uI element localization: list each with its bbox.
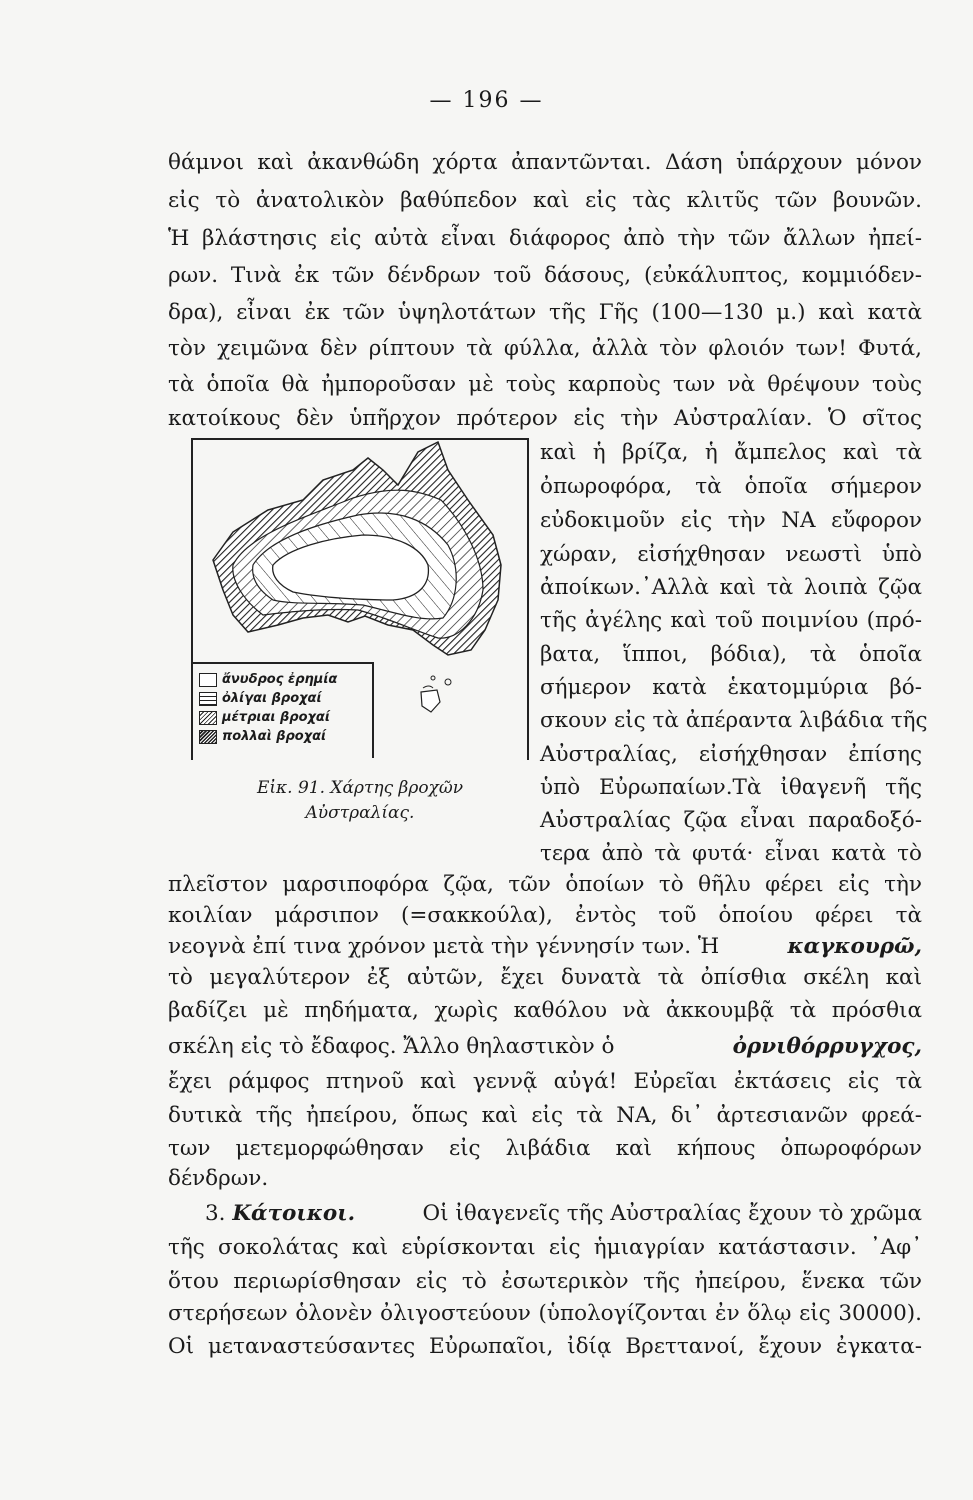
- text-line: Αὐστραλίας ζῷα εἶναι παραδοξό-: [540, 808, 922, 833]
- text-line: εἰς τὸ ἀνατολικὸν βαθύπεδον καὶ εἰς τὰς κλιτῦς τῶν βουνῶν.: [168, 188, 922, 213]
- text-line: δένδρων.: [168, 1166, 269, 1191]
- legend-item: [199, 708, 372, 727]
- text-line: τὰ ὁποῖα θὰ ἠμποροῦσαν μὲ τοὺς καρποὺς των νὰ θρέψουν τοὺς: [168, 372, 922, 397]
- text-line: πλεῖστον μαρσιποφόρα ζῷα, τῶν ὁποίων τὸ θῆλυ φέρει εἰς τὴν: [168, 872, 922, 897]
- legend-swatch-desert: [199, 673, 217, 687]
- text-line: κοιλίαν μάρσιπον (=σακκούλα), ἐντὸς τοῦ ὁποίου φέρει τὰ: [168, 903, 922, 928]
- text-line: χώραν, εἰσήχθησαν νεωστὶ ὑπὸ: [540, 542, 922, 567]
- text-line: τὸν χειμῶνα δὲν ρίπτουν τὰ φύλλα, ἀλλὰ τὸν φλοιόν των! Φυτά,: [168, 336, 922, 361]
- text-span: νεογνὰ ἐπί τινα χρόνον μετὰ τὴν γέννησίν των. Ἡ: [168, 934, 720, 959]
- section-number: 3.: [205, 1201, 226, 1226]
- legend-item: [199, 689, 372, 708]
- text-line: βατα, ἵπποι, βόδια), τὰ ὁποῖα: [540, 642, 922, 667]
- figure-caption: Αὐστραλίας.: [305, 803, 415, 823]
- text-line: τῆς ἀγέλης καὶ τοῦ ποιμνίου (πρό-: [540, 608, 922, 633]
- legend-label: μέτριαι βροχαί: [222, 710, 330, 725]
- text-line: δυτικὰ τῆς ἠπείρου, ὅπως καὶ εἰς τὰ ΝΑ, δι᾿ ἀρτεσιανῶν φρεά-: [168, 1103, 922, 1128]
- map-legend: [191, 662, 374, 758]
- page-number: — 196 —: [429, 88, 544, 113]
- legend-label: πολλαὶ βροχαί: [222, 729, 327, 744]
- figure-caption: Εἰκ. 91. Χάρτης βροχῶν: [256, 778, 464, 798]
- text-line: Ἡ βλάστησις εἰς αὐτὰ εἶναι διάφορος ἀπὸ τὴν τῶν ἄλλων ἠπεί-: [168, 226, 922, 251]
- legend-swatch-heavy-rain: [199, 730, 217, 744]
- text-line: των μετεμορφώθησαν εἰς λιβάδια καὶ κήπους ὀπωροφόρων: [168, 1136, 922, 1161]
- text-line: θάμνοι καὶ ἀκανθώδη χόρτα ἀπαντῶνται. Δάση ὑπάρχουν μόνον: [168, 150, 922, 175]
- text-span: σκέλη εἰς τὸ ἔδαφος. Ἄλλο θηλαστικὸν ὁ: [168, 1034, 615, 1059]
- text-line: τὸ μεγαλύτερον ἐξ αὐτῶν, ἔχει δυνατὰ τὰ ὀπίσθια σκέλη καὶ: [168, 965, 922, 990]
- legend-item: [199, 670, 372, 689]
- text-span: Οἱ ἰθαγενεῖς τῆς Αὐστραλίας ἔχουν τὸ χρῶμα: [422, 1201, 922, 1226]
- map-tasmania: [421, 690, 440, 712]
- text-line: σήμερον κατὰ ἑκατομμύρια βό-: [540, 675, 922, 700]
- text-line: κατοίκους δὲν ὑπῆρχον πρότερον εἰς τὴν Αὐστραλίαν. Ὁ σῖτος: [168, 406, 922, 431]
- text-line: καὶ ἡ βρίζα, ἡ ἄμπελος καὶ τὰ: [540, 440, 922, 465]
- text-line: σκουν εἰς τὰ ἀπέραντα λιβάδια τῆς: [540, 708, 928, 733]
- text-line: [168, 932, 922, 962]
- text-line: ρων. Τινὰ ἐκ τῶν δένδρων τοῦ δάσους, (εὐκάλυπτος, κομμιόδεν-: [168, 263, 922, 288]
- section-heading-line: [205, 1199, 922, 1229]
- term-platypus: ὀρνιθόρρυγχος,: [732, 1034, 922, 1059]
- text-line: ὀπωροφόρα, τὰ ὁποῖα σήμερον: [540, 474, 922, 499]
- text-line: ὅτου περιωρίσθησαν εἰς τὸ ἐσωτερικὸν τῆς ἠπείρου, ἕνεκα τῶν: [168, 1269, 922, 1294]
- legend-label: ἄνυδρος ἐρημία: [222, 672, 338, 687]
- legend-swatch-moderate-rain: [199, 711, 217, 725]
- text-line: Αὐστραλίας, εἰσήχθησαν ἐπίσης: [540, 742, 922, 767]
- text-line: ἀποίκων.᾿Αλλὰ καὶ τὰ λοιπὰ ζῷα: [540, 575, 922, 600]
- text-line: βαδίζει μὲ πηδήματα, χωρὶς καθόλου νὰ ἀκκουμβᾷ τὰ πρόσθια: [168, 998, 922, 1023]
- text-line: στερήσεων ὁλονὲν ὀλιγοστεύουν (ὑπολογίζονται ἐν ὅλῳ εἰς 30000).: [168, 1301, 922, 1326]
- text-line: τερα ἀπὸ τὰ φυτά· εἶναι κατὰ τὸ: [540, 841, 922, 866]
- text-line: τῆς σοκολάτας καὶ εὑρίσκονται εἰς ἡμιαγρίαν κατάστασιν. ᾿Αφ᾿: [168, 1235, 922, 1260]
- text-line: [168, 1032, 922, 1062]
- section-heading: Κάτοικοι.: [232, 1201, 356, 1226]
- term-kangaroo: καγκουρῶ,: [787, 934, 922, 959]
- legend-item: [199, 727, 372, 746]
- text-line: εὐδοκιμοῦν εἰς τὴν ΝΑ εὔφορον: [540, 508, 922, 533]
- text-line: Οἱ μεταναστεύσαντες Εὐρωπαῖοι, ἰδίᾳ Βρεττανοί, ἔχουν ἐγκατα-: [168, 1334, 922, 1359]
- legend-label: ὀλίγαι βροχαί: [222, 691, 322, 706]
- text-line: ὑπὸ Εὐρωπαίων.Τὰ ἰθαγενῆ τῆς: [540, 775, 922, 800]
- text-line: δρα), εἶναι ἐκ τῶν ὑψηλοτάτων τῆς Γῆς (100—130 μ.) καὶ κατὰ: [168, 300, 922, 325]
- legend-swatch-light-rain: [199, 692, 217, 706]
- text-line: ἔχει ράμφος πτηνοῦ καὶ γεννᾷ αὐγά! Εὐρεῖαι ἐκτάσεις εἰς τὰ: [168, 1069, 922, 1094]
